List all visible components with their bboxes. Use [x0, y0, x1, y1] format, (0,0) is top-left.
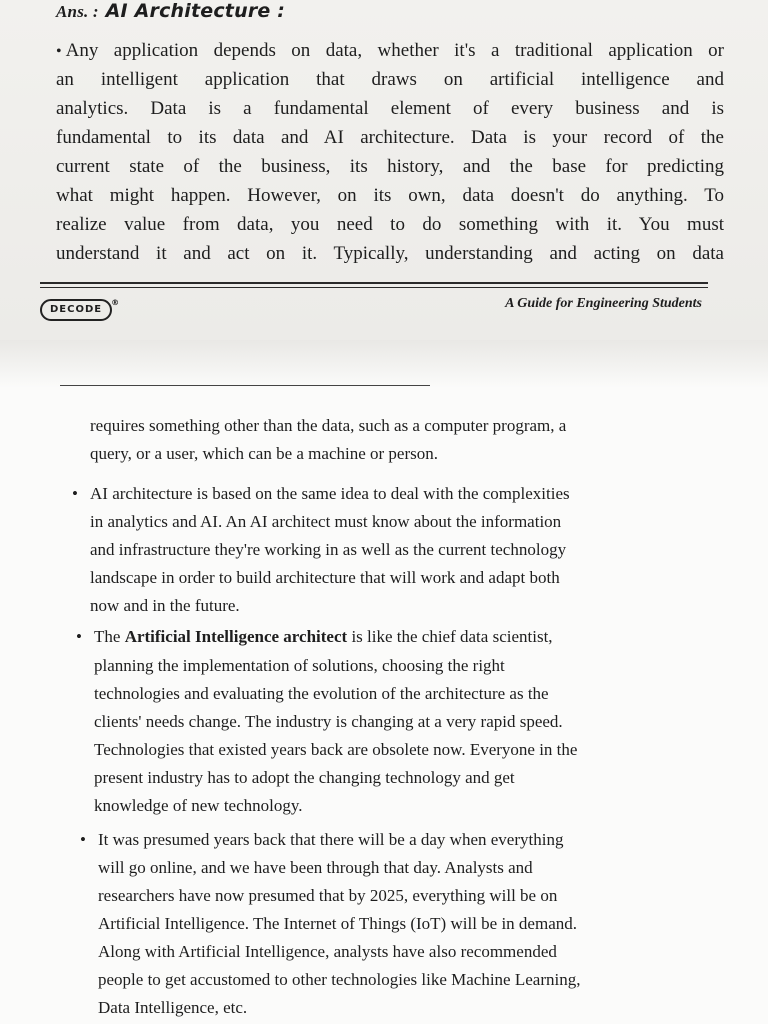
top-page [0, 0, 768, 340]
text-line: what might happen. However, on its own, data doesn't do anything. To [56, 185, 724, 206]
text-line: and infrastructure they're working in as well as the current technology [90, 540, 567, 559]
text-line: technologies and evaluating the evolution of the architecture as the [94, 684, 549, 703]
bullet-icon: • [80, 830, 86, 849]
text-line: an intelligent application that draws on artificial intelligence and [56, 69, 724, 90]
text-line: landscape in order to build architecture that will work and adapt both [90, 568, 560, 587]
text-line: analytics. Data is a fundamental element of every business and is [56, 98, 724, 119]
text-line: • Any application depends on data, whether it's a traditional application or [56, 40, 724, 61]
text-line: knowledge of new technology. [94, 796, 303, 815]
text-line: present industry has to adopt the changing technology and get [94, 768, 515, 787]
text-line: • The Artificial Intelligence architect is like the chief data scientist, [94, 623, 690, 652]
text-line: Artificial Intelligence. The Internet of Things (IoT) will be in demand. [98, 914, 577, 933]
text-line: planning the implementation of solutions, choosing the right [94, 656, 505, 675]
text-line: will go online, and we have been through that day. Analysts and [98, 858, 533, 877]
text-line: people to get accustomed to other technologies like Machine Learning, [98, 970, 581, 989]
footer-guide-text: A Guide for Engineering Students [505, 296, 702, 311]
text-line: in analytics and AI. An AI architect must know about the information [90, 512, 562, 531]
text-line: researchers have now presumed that by 2025, everything will be on [98, 886, 558, 905]
text-line: understand it and act on it. Typically, understanding and acting on data [56, 243, 724, 264]
bold-term: Artificial Intelligence architect [124, 627, 348, 646]
page-gap [0, 340, 768, 388]
text-line: fundamental to its data and AI architecture. Data is your record of the [56, 127, 724, 148]
text-line: Data Intelligence, etc. [98, 998, 248, 1017]
bullet-icon: • [72, 484, 78, 503]
answer-title: AI Architecture : [105, 0, 286, 22]
text-line: requires something other than the data, such as a computer program, a [90, 416, 567, 435]
text-line: Along with Artificial Intelligence, analysts have also recommended [98, 942, 557, 961]
registered-mark: ® [111, 298, 120, 307]
text-line: query, or a user, which can be a machine or person. [90, 444, 438, 463]
text-line: Technologies that existed years back are obsolete now. Everyone in the [94, 740, 578, 759]
text-line: now and in the future. [90, 596, 240, 615]
text-line: current state of the business, its history, and the base for predicting [56, 156, 724, 177]
decode-logo: DECODE ® [40, 299, 112, 321]
page-edge-line [60, 385, 430, 386]
footer-rule [40, 282, 708, 284]
text-line: • AI architecture is based on the same idea to deal with the complexities [90, 480, 686, 509]
footer-rule-thin [40, 287, 708, 288]
text-line: • It was presumed years back that there will be a day when everything [98, 826, 694, 855]
answer-heading [56, 0, 285, 22]
answer-prefix: Ans. : [56, 2, 99, 21]
bullet-icon: • [76, 627, 82, 646]
text-line: realize value from data, you need to do something with it. You must [56, 214, 724, 235]
bullet-icon: • [56, 43, 62, 60]
text-line: clients' needs change. The industry is changing at a very rapid speed. [94, 712, 563, 731]
